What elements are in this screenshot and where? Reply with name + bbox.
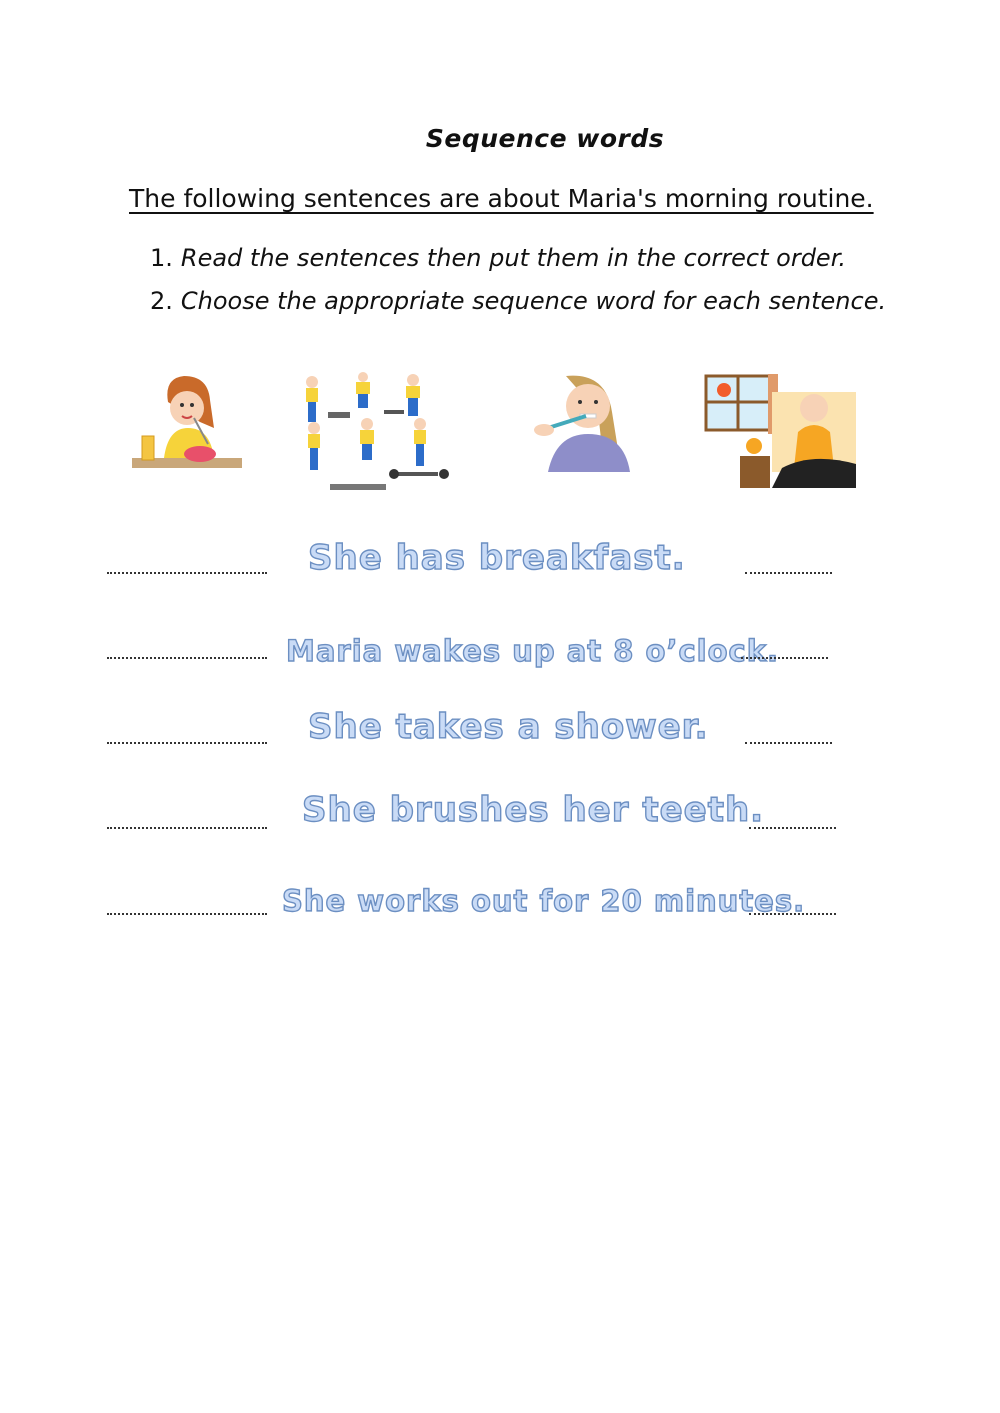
answer-blank-left[interactable] (107, 572, 267, 574)
woman-working-out-icon (298, 372, 454, 494)
instruction-text: Read the sentences then put them in the correct order. (180, 244, 846, 272)
answer-blank-left[interactable] (107, 742, 267, 744)
answer-blank-right[interactable] (745, 572, 832, 574)
answer-blank-left[interactable] (107, 657, 267, 659)
instruction-2 (150, 287, 886, 315)
sentence-3: She takes a shower. (308, 707, 709, 747)
answer-blank-right[interactable] (749, 827, 836, 829)
girl-eating-breakfast-icon (128, 372, 244, 472)
instruction-1 (150, 244, 846, 272)
sentence-5: She works out for 20 minutes. (282, 884, 806, 918)
instruction-number: 2. (150, 287, 173, 315)
sentence-1: She has breakfast. (308, 538, 686, 578)
worksheet-subtitle: The following sentences are about Maria's morning routine. (129, 184, 874, 213)
answer-blank-left[interactable] (107, 827, 267, 829)
worksheet-title: Sequence words (425, 124, 665, 153)
answer-blank-left[interactable] (107, 913, 267, 915)
answer-blank-right[interactable] (741, 657, 828, 659)
instruction-number: 1. (150, 244, 173, 272)
woman-brushing-teeth-icon (508, 372, 640, 472)
sentence-2: Maria wakes up at 8 o’clock. (286, 634, 780, 668)
instruction-text: Choose the appropriate sequence word for each sentence. (180, 287, 887, 315)
woman-waking-up-icon (702, 372, 858, 490)
answer-blank-right[interactable] (749, 913, 836, 915)
answer-blank-right[interactable] (745, 742, 832, 744)
sentence-4: She brushes her teeth. (302, 790, 765, 830)
